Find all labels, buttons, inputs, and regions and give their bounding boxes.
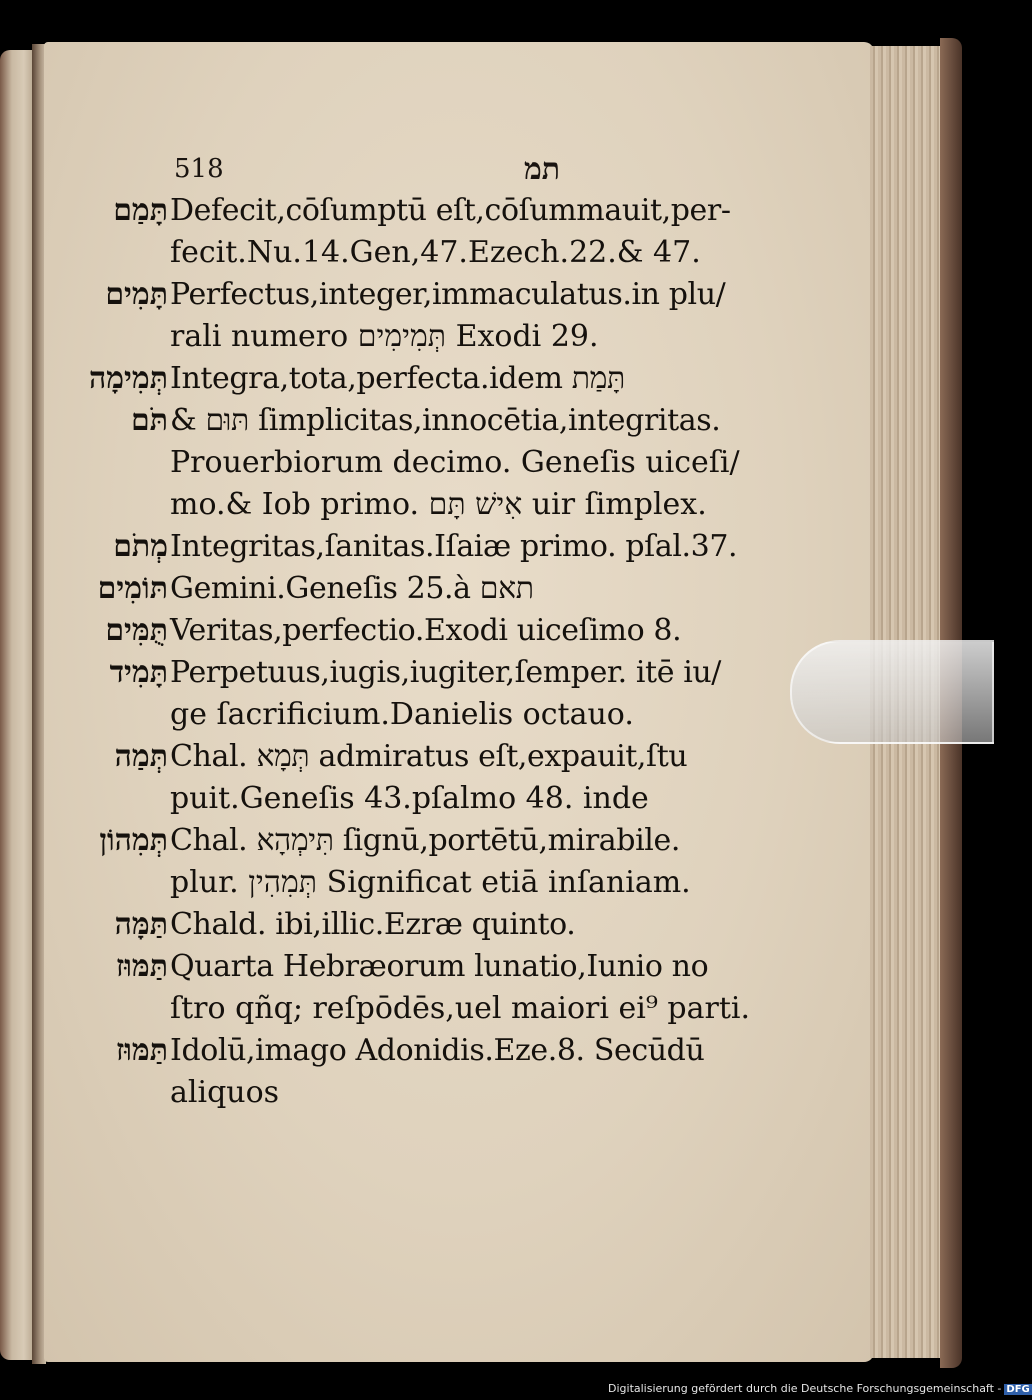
hebrew-headword: תַּמּוּז xyxy=(115,1033,168,1068)
latin-definition: Defecit,cōſumptū eſt,cōſummauit,per- xyxy=(170,193,731,228)
entry-line xyxy=(78,232,718,274)
dictionary-entries xyxy=(78,190,751,1114)
latin-definition: Idolū,imago Adonidis.Eze.8. Secūdū xyxy=(170,1033,705,1068)
latin-definition: Integra,tota,perfecta.idem תָּמַת xyxy=(170,361,625,396)
latin-definition: plur. תְּמִהִין Significat etiā inſaniam. xyxy=(170,865,691,900)
book-scan xyxy=(0,28,965,1374)
latin-definition: Quarta Hebræorum lunatio,Iunio no xyxy=(170,949,709,984)
entry-line xyxy=(78,316,718,358)
entry-line xyxy=(78,778,718,820)
latin-definition: Perpetuus,iugis,iugiter,ſemper. itē iu/ xyxy=(170,655,722,690)
hebrew-headword: תָּמִים xyxy=(105,277,168,312)
footer-text: Digitalisierung gefördert durch die Deutsche Forschungsgemeinschaft - xyxy=(608,1382,1002,1395)
hebrew-headword: תּוֹמִים xyxy=(97,571,168,606)
entry-line xyxy=(78,526,738,568)
latin-definition: fecit.Nu.14.Gen,47.Ezech.22.& 47. xyxy=(170,235,701,270)
latin-definition: ſtro qñq; reſpōdēs,uel maiori ei⁹ parti. xyxy=(170,991,751,1026)
entry-line xyxy=(78,988,751,1030)
hebrew-headword: תֹּם xyxy=(130,403,168,438)
entry-line xyxy=(78,190,731,232)
latin-definition: puit.Geneſis 43.pſalmo 48. inde xyxy=(170,781,649,816)
entry-line xyxy=(78,568,718,610)
entry-line xyxy=(78,652,722,694)
entry-line xyxy=(78,484,718,526)
hebrew-headword: תְּמַה xyxy=(114,739,168,774)
entry-line xyxy=(78,610,718,652)
entry-line xyxy=(78,736,718,778)
dfg-logo: DFG xyxy=(1006,1384,1030,1395)
entry-line xyxy=(78,820,718,862)
latin-definition: Chal. תִּימְהָא ſignū,portētū,mirabile. xyxy=(170,823,680,858)
page-clip xyxy=(790,640,994,744)
footer-credit xyxy=(608,1382,1032,1395)
latin-definition: Prouerbiorum decimo. Geneſis uiceſi/ xyxy=(170,445,740,480)
entry-line xyxy=(78,694,718,736)
hebrew-headword: תְּמִימָה xyxy=(89,361,168,396)
running-head: תמ xyxy=(524,152,561,187)
entry-line xyxy=(78,400,721,442)
latin-definition: aliquos xyxy=(170,1075,280,1110)
latin-definition: ge ſacrificium.Danielis octauo. xyxy=(170,697,634,732)
page-header xyxy=(78,154,718,190)
entry-line xyxy=(78,904,718,946)
latin-definition: Gemini.Geneſis 25.à תאם xyxy=(170,571,534,606)
hebrew-headword: תֻּמִּים xyxy=(105,613,168,648)
hebrew-headword: תְּמִהוֹן xyxy=(99,823,168,858)
latin-definition: Integritas,ſanitas.Iſaiæ primo. pſal.37. xyxy=(170,529,738,564)
latin-definition: Perfectus,integer,immaculatus.in plu/ xyxy=(170,277,726,312)
hebrew-headword: תָּמַם xyxy=(113,193,168,228)
latin-definition: mo.& Iob primo. אִישׁ תָּם uir ſimplex. xyxy=(170,487,707,522)
left-page-edge xyxy=(0,50,34,1360)
entry-line xyxy=(78,274,726,316)
entry-line xyxy=(78,442,740,484)
latin-definition: rali numero תְּמִימִים Exodi 29. xyxy=(170,319,599,354)
hebrew-headword: תָּמִיד xyxy=(109,655,168,690)
page-text xyxy=(78,152,751,1114)
entry-line xyxy=(78,1030,718,1072)
latin-definition: & תּוּם ſimplicitas,innocētia,integritas. xyxy=(170,403,721,438)
hebrew-headword: תַּמּוּז xyxy=(115,949,168,984)
hebrew-headword: תַּמָּה xyxy=(114,907,168,942)
entry-line xyxy=(78,946,718,988)
latin-definition: Chald. ibi,illic.Ezræ quinto. xyxy=(170,907,576,942)
page-number: 518 xyxy=(174,154,224,184)
entry-line xyxy=(78,1072,718,1114)
entry-line xyxy=(78,862,718,904)
hebrew-headword: מְתֹם xyxy=(113,529,168,564)
latin-definition: Veritas,perfectio.Exodi uiceſimo 8. xyxy=(170,613,682,648)
latin-definition: Chal. תְּמָא admiratus eſt,expauit,ſtu xyxy=(170,739,688,774)
entry-line xyxy=(78,358,718,400)
